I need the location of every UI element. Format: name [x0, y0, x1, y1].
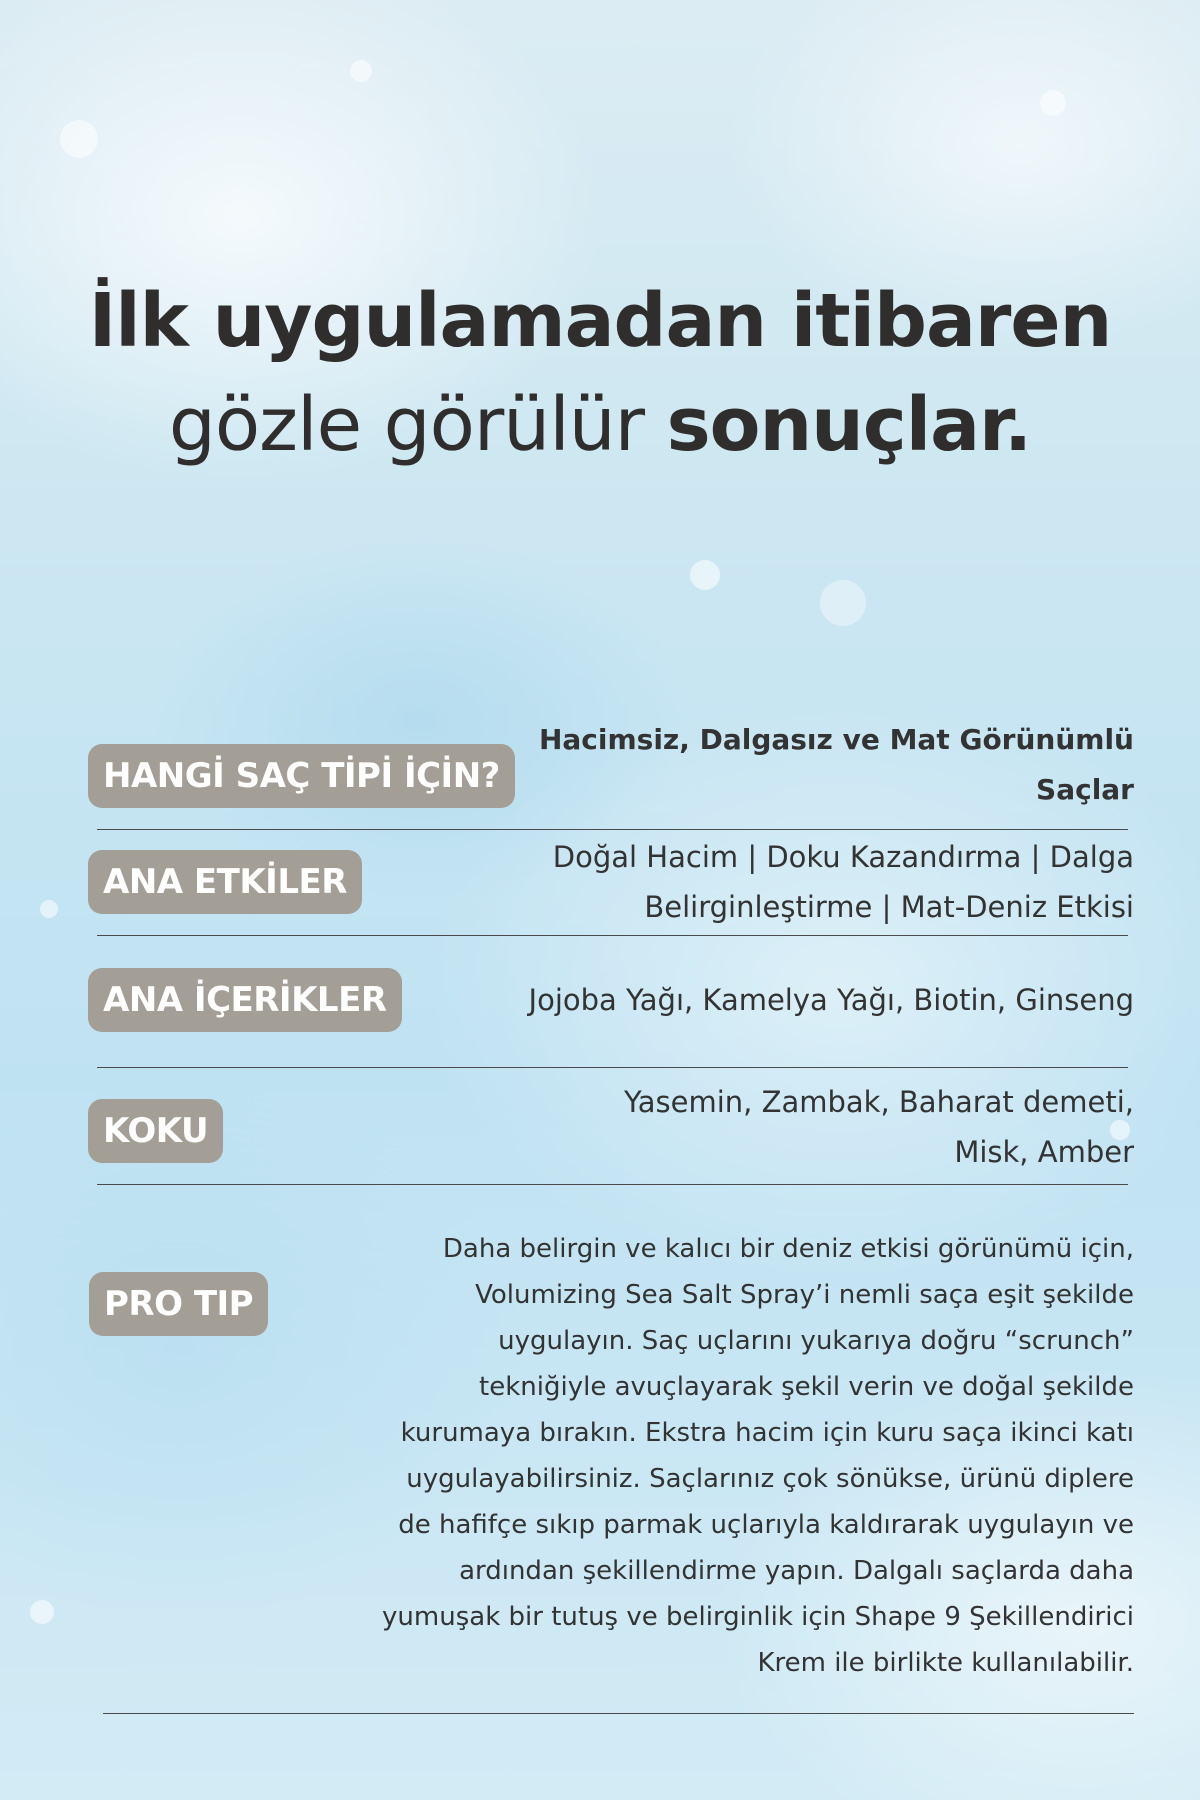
row-divider — [97, 935, 1128, 936]
watercolor-splatter — [690, 560, 720, 590]
hair-type-value — [539, 715, 1134, 815]
pro-tip-line: uygulayabilirsiniz. Saçlarınız çok sönükse, ürünü diplere — [406, 1464, 1134, 1494]
scent-value-line: Yasemin, Zambak, Baharat demeti, — [624, 1085, 1134, 1119]
main-effects-value — [553, 832, 1134, 932]
bottom-divider — [103, 1713, 1134, 1714]
hair-type-value-line: Saçlar — [1036, 773, 1134, 806]
label-badge-hair-type: HANGİ SAÇ TİPİ İÇİN? — [88, 744, 515, 808]
ingredients-value-line: Jojoba Yağı, Kamelya Yağı, Biotin, Ginseng — [528, 983, 1134, 1017]
watercolor-splatter — [40, 900, 58, 918]
pro-tip-text — [314, 1226, 1134, 1686]
headline-subtitle — [0, 382, 1200, 468]
pro-tip-line: Volumizing Sea Salt Spray’i nemli saça eşit şekilde — [475, 1280, 1134, 1310]
watercolor-splatter — [30, 1600, 54, 1624]
watercolor-splatter — [350, 60, 372, 82]
row-divider — [97, 1067, 1128, 1068]
info-row-ingredients — [88, 950, 1134, 1070]
pro-tip-line: kurumaya bırakın. Ekstra hacim için kuru saça ikinci katı — [400, 1418, 1134, 1448]
headline-title: İlk uygulamadan itibaren — [88, 278, 1112, 364]
scent-value-line: Misk, Amber — [954, 1135, 1134, 1169]
scent-value — [624, 1077, 1134, 1177]
info-row-scent — [88, 1081, 1134, 1181]
watercolor-splatter — [60, 120, 98, 158]
row-divider — [97, 1184, 1128, 1185]
main-effects-value-line: Doğal Hacim | Doku Kazandırma | Dalga — [552, 840, 1134, 874]
pro-tip-line: tekniğiyle avuçlayarak şekil verin ve doğal şekilde — [479, 1372, 1134, 1402]
watercolor-splatter — [1040, 90, 1066, 116]
pro-tip-line: de hafifçe sıkıp parmak uçlarıyla kaldırarak uygulayın ve — [398, 1510, 1134, 1540]
label-badge-scent: KOKU — [88, 1099, 223, 1163]
main-effects-value-line: Belirginleştirme | Mat-Deniz Etkisi — [644, 890, 1134, 924]
headline-subtitle-bold: sonuçlar. — [666, 382, 1032, 468]
headline-subtitle-regular: gözle görülür — [168, 382, 667, 468]
ingredients-value — [529, 975, 1134, 1025]
label-badge-main-effects: ANA ETKİLER — [88, 850, 362, 914]
watercolor-splatter — [820, 580, 866, 626]
pro-tip-line: uygulayın. Saç uçlarını yukarıya doğru “scrunch” — [498, 1326, 1134, 1356]
pro-tip-line: ardından şekillendirme yapın. Dalgalı saçlarda daha — [459, 1556, 1134, 1586]
info-row-main-effects — [88, 832, 1134, 932]
info-row-hair-type — [88, 715, 1134, 815]
label-badge-ingredients: ANA İÇERİKLER — [88, 968, 402, 1032]
pro-tip-line: Krem ile birlikte kullanılabilir. — [757, 1648, 1134, 1678]
label-badge-pro-tip: PRO TIP — [89, 1272, 268, 1336]
pro-tip-line: Daha belirgin ve kalıcı bir deniz etkisi görünümü için, — [442, 1234, 1134, 1264]
hair-type-value-line: Hacimsiz, Dalgasız ve Mat Görünümlü — [538, 723, 1134, 756]
row-divider — [97, 829, 1128, 830]
pro-tip-line: yumuşak bir tutuş ve belirginlik için Shape 9 Şekillendirici — [382, 1602, 1134, 1632]
